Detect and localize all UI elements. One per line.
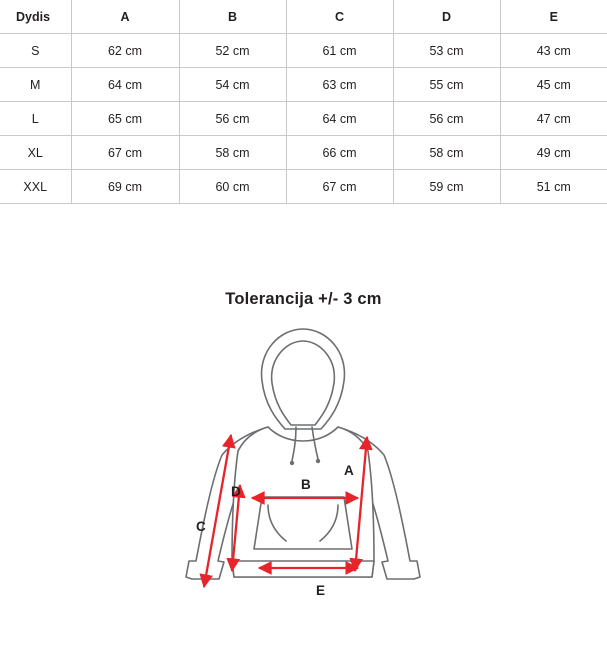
measurement-diagram xyxy=(0,290,607,670)
cell-c: 61 cm xyxy=(286,34,393,68)
cell-size: XXL xyxy=(0,170,71,204)
cell-b: 52 cm xyxy=(179,34,286,68)
cell-a: 69 cm xyxy=(71,170,179,204)
cell-size: S xyxy=(0,34,71,68)
column-header-b: B xyxy=(179,0,286,34)
tolerance-note: Tolerancija +/- 3 cm xyxy=(225,290,382,308)
cell-d: 58 cm xyxy=(393,136,500,170)
table-header-row xyxy=(0,0,607,34)
cell-b: 58 cm xyxy=(179,136,286,170)
cell-d: 59 cm xyxy=(393,170,500,204)
table-row xyxy=(0,68,607,102)
table-row xyxy=(0,170,607,204)
cell-a: 62 cm xyxy=(71,34,179,68)
table-row xyxy=(0,102,607,136)
cell-size: M xyxy=(0,68,71,102)
table-row xyxy=(0,136,607,170)
label-d: D xyxy=(231,484,241,499)
cell-a: 65 cm xyxy=(71,102,179,136)
table-row xyxy=(0,34,607,68)
cell-c: 64 cm xyxy=(286,102,393,136)
cell-d: 53 cm xyxy=(393,34,500,68)
hoodie-outline xyxy=(186,329,420,579)
cell-c: 67 cm xyxy=(286,170,393,204)
cell-a: 64 cm xyxy=(71,68,179,102)
size-table xyxy=(0,0,607,204)
cell-size: XL xyxy=(0,136,71,170)
column-header-a: A xyxy=(71,0,179,34)
cell-size: L xyxy=(0,102,71,136)
label-c: C xyxy=(196,519,206,534)
cell-c: 66 cm xyxy=(286,136,393,170)
cell-a: 67 cm xyxy=(71,136,179,170)
column-header-size: Dydis xyxy=(0,0,71,34)
column-header-e: E xyxy=(500,0,607,34)
cell-b: 54 cm xyxy=(179,68,286,102)
cell-e: 45 cm xyxy=(500,68,607,102)
cell-c: 63 cm xyxy=(286,68,393,102)
table-header xyxy=(0,0,607,34)
cell-b: 56 cm xyxy=(179,102,286,136)
cell-d: 55 cm xyxy=(393,68,500,102)
cell-e: 47 cm xyxy=(500,102,607,136)
cell-e: 51 cm xyxy=(500,170,607,204)
cell-b: 60 cm xyxy=(179,170,286,204)
hoodie-illustration xyxy=(0,309,607,609)
label-b: B xyxy=(301,477,311,492)
cell-e: 43 cm xyxy=(500,34,607,68)
cell-e: 49 cm xyxy=(500,136,607,170)
label-e: E xyxy=(316,583,326,598)
label-a: A xyxy=(344,463,354,478)
column-header-d: D xyxy=(393,0,500,34)
table-body xyxy=(0,34,607,204)
column-header-c: C xyxy=(286,0,393,34)
cell-d: 56 cm xyxy=(393,102,500,136)
